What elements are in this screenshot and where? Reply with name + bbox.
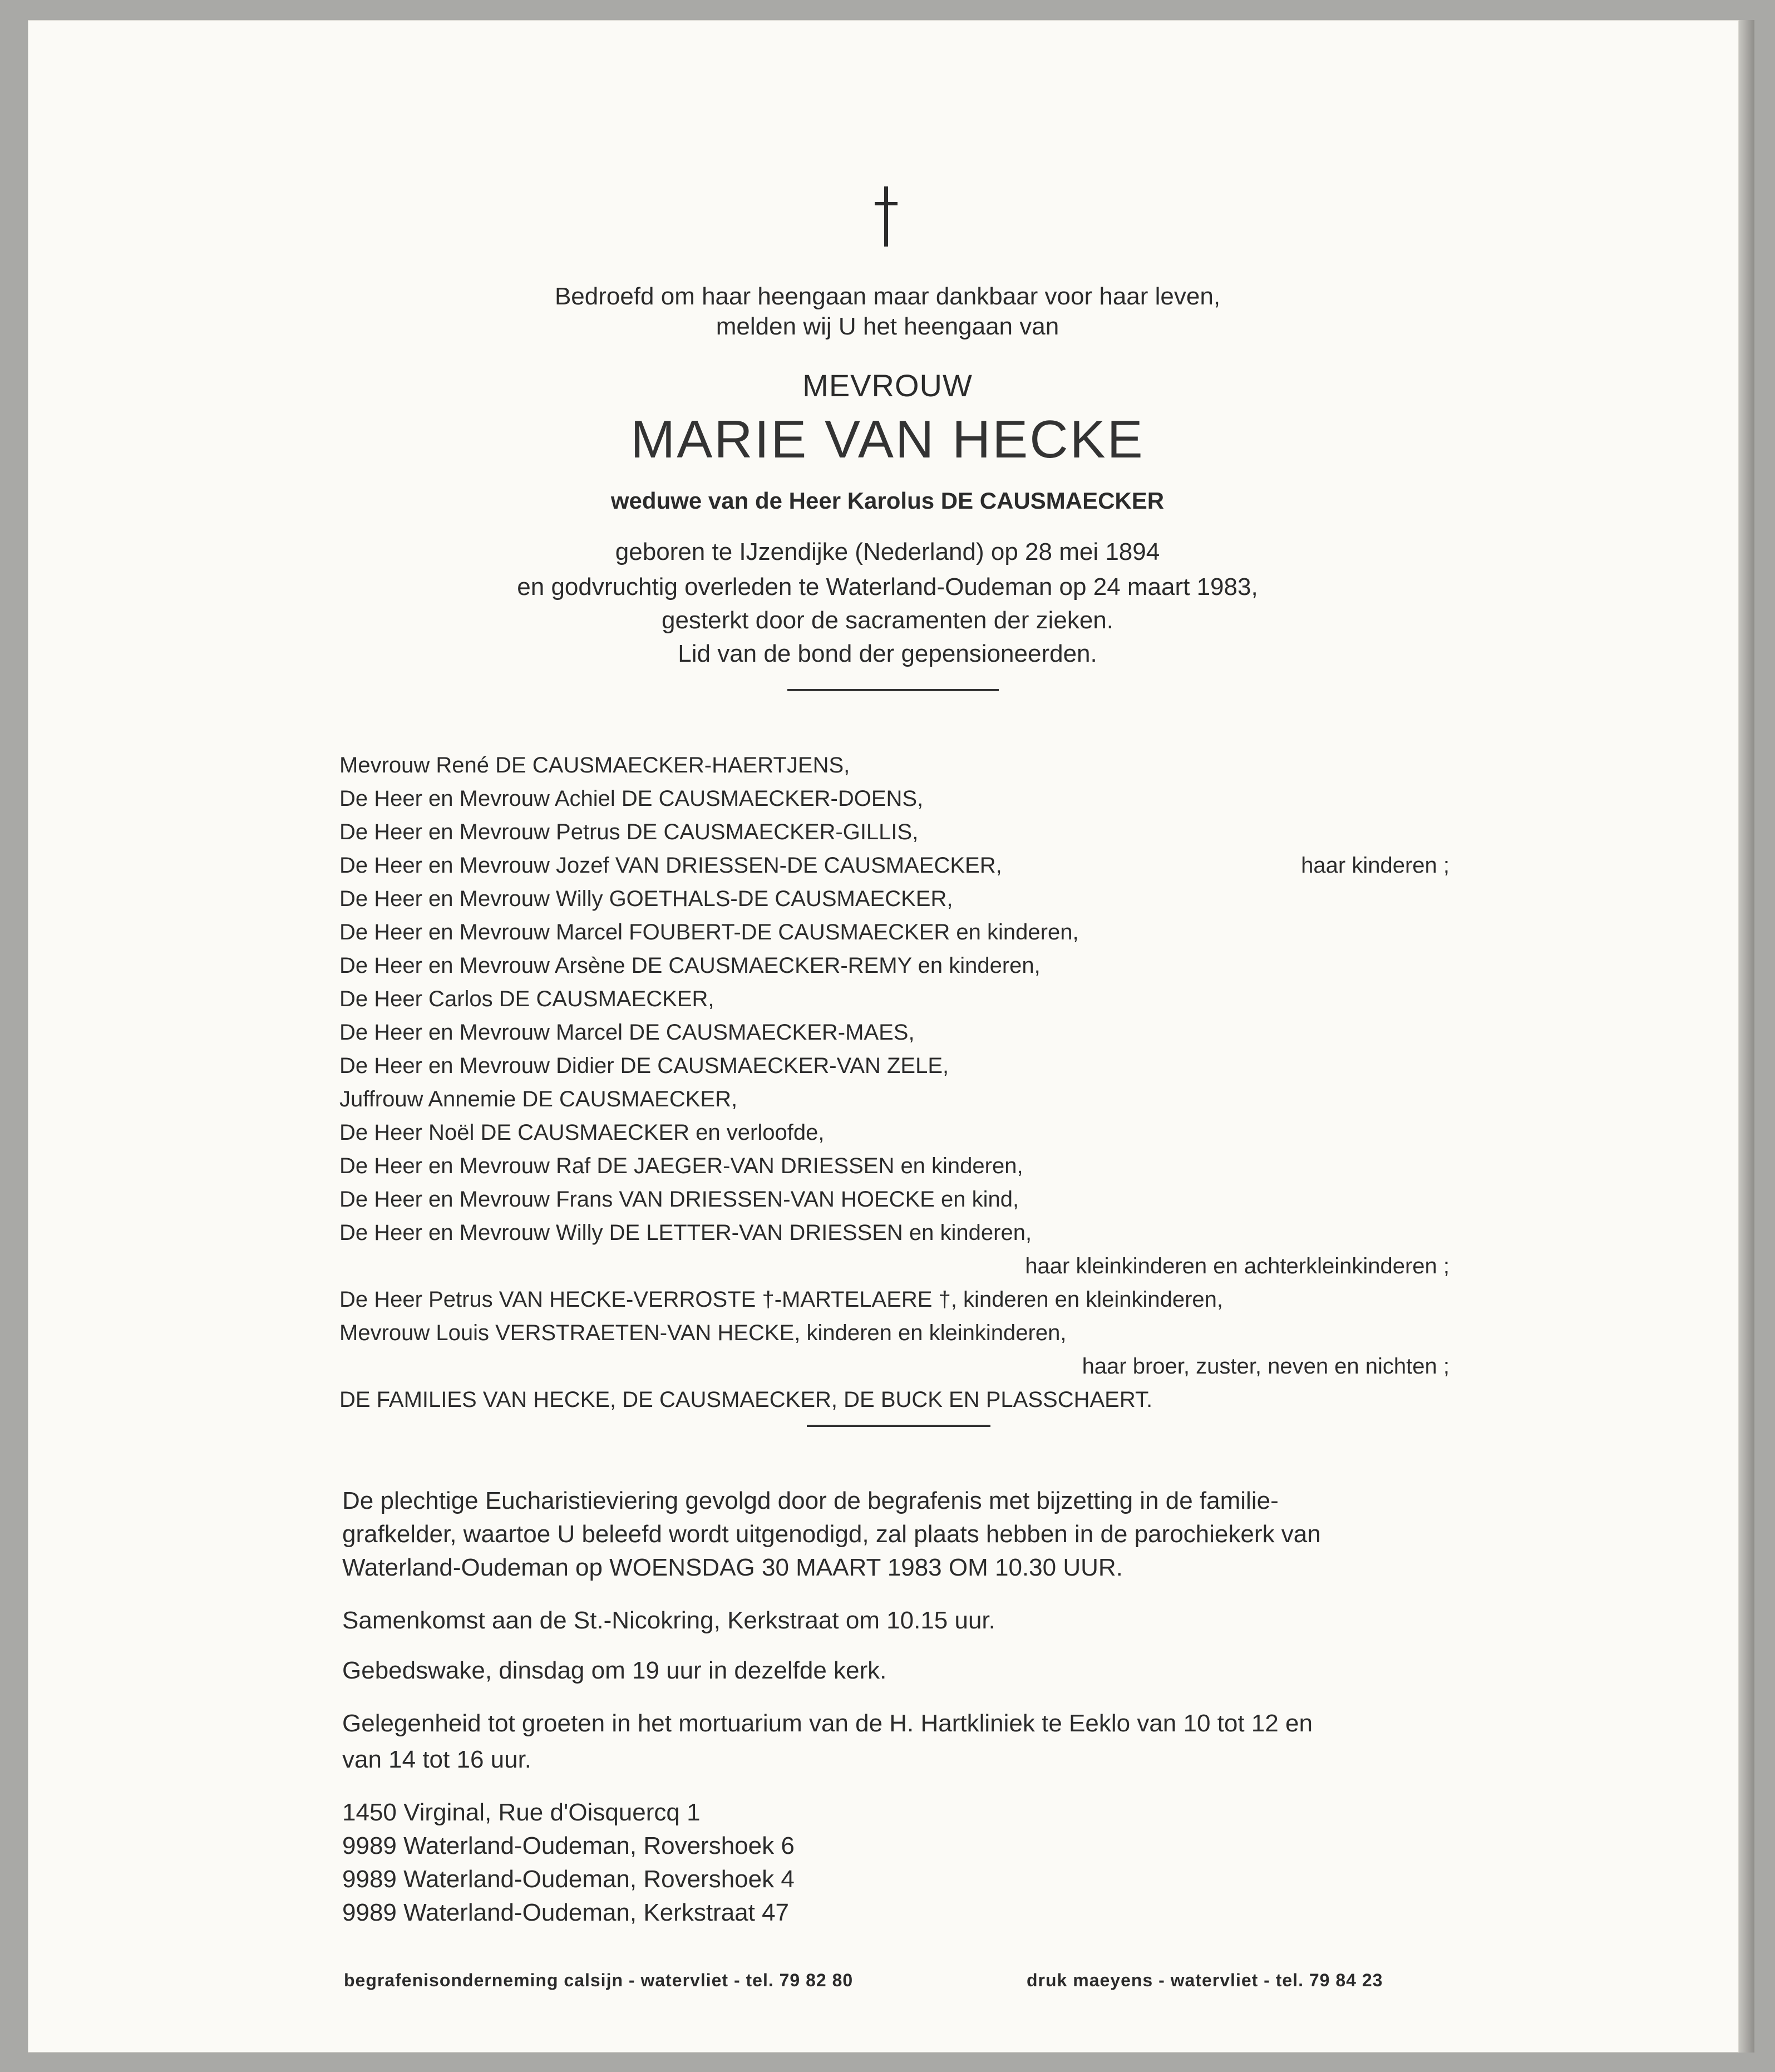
address-line: 9989 Waterland-Oudeman, Kerkstraat 47	[342, 1899, 790, 1926]
group-label: haar broer, zuster, neven en nichten ;	[1082, 1354, 1449, 1379]
divider	[787, 689, 999, 691]
address-line: 1450 Virginal, Rue d'Oisquercq 1	[342, 1799, 701, 1826]
divider	[807, 1425, 990, 1427]
group-label: haar kleinkinderen en achterkleinkinderen ;	[1025, 1254, 1449, 1278]
widow-of: weduwe van de Heer Karolus DE CAUSMAECKER	[610, 488, 1165, 514]
address-line: 9989 Waterland-Oudeman, Rovershoek 6	[342, 1832, 795, 1859]
family-line: De Heer en Mevrouw Arsène DE CAUSMAECKER-REMY en kinderen,	[339, 953, 1041, 978]
visitation-line: Gelegenheid tot groeten in het mortuarium van de H. Hartkliniek te Eeklo van 10 tot 12 en	[342, 1710, 1313, 1737]
intro-line-2: melden wij U het heengaan van	[716, 313, 1059, 340]
visitation-line: van 14 tot 16 uur.	[342, 1746, 532, 1773]
printer-credit: druk maeyens - watervliet - tel. 79 84 23	[1027, 1970, 1383, 1990]
family-line: De Heer en Mevrouw Jozef VAN DRIESSEN-DE CAUSMAECKER,	[339, 853, 1002, 878]
family-line: Juffrouw Annemie DE CAUSMAECKER,	[339, 1087, 738, 1111]
family-line: Mevrouw René DE CAUSMAECKER-HAERTJENS,	[339, 753, 850, 777]
address-line: 9989 Waterland-Oudeman, Rovershoek 4	[342, 1866, 795, 1893]
family-line: De Heer en Mevrouw Willy GOETHALS-DE CAUSMAECKER,	[339, 887, 953, 911]
family-line: De Heer en Mevrouw Marcel FOUBERT-DE CAUSMAECKER en kinderen,	[339, 920, 1079, 944]
cross-icon	[869, 186, 903, 248]
family-line: De Heer en Mevrouw Frans VAN DRIESSEN-VAN HOECKE en kind,	[339, 1187, 1019, 1212]
bio-line: en godvruchtig overleden te Waterland-Oudeman op 24 maart 1983,	[517, 573, 1258, 601]
family-line: De Heer en Mevrouw Petrus DE CAUSMAECKER-GILLIS,	[339, 820, 919, 844]
family-line: De Heer Petrus VAN HECKE-VERROSTE †-MARTELAERE †, kinderen en kleinkinderen,	[339, 1287, 1224, 1312]
vigil-line: Gebedswake, dinsdag om 19 uur in dezelfde kerk.	[342, 1657, 887, 1684]
undertaker-credit: begrafenisonderneming calsijn - watervliet - tel. 79 82 80	[344, 1970, 854, 1990]
honorific: MEVROUW	[802, 368, 973, 403]
gathering-line: Samenkomst aan de St.-Nicokring, Kerkstraat om 10.15 uur.	[342, 1607, 995, 1634]
family-line: De Heer Noël DE CAUSMAECKER en verloofde,	[339, 1120, 825, 1145]
family-line: De Heer Carlos DE CAUSMAECKER,	[339, 987, 714, 1011]
intro-line-1: Bedroefd om haar heengaan maar dankbaar voor haar leven,	[554, 283, 1221, 310]
family-line: De Heer en Mevrouw Marcel DE CAUSMAECKER-MAES,	[339, 1020, 915, 1045]
deceased-name: MARIE VAN HECKE	[630, 410, 1145, 469]
ceremony-line: grafkelder, waartoe U beleefd wordt uitgenodigd, zal plaats hebben in de parochiekerk van	[342, 1520, 1321, 1548]
bio-line: Lid van de bond der gepensioneerden.	[678, 640, 1097, 667]
family-line: De Heer en Mevrouw Achiel DE CAUSMAECKER-DOENS,	[339, 786, 924, 811]
family-line: De Heer en Mevrouw Raf DE JAEGER-VAN DRIESSEN en kinderen,	[339, 1154, 1023, 1178]
family-line: De Heer en Mevrouw Didier DE CAUSMAECKER-VAN ZELE,	[339, 1054, 949, 1078]
bio-line: gesterkt door de sacramenten der zieken.	[661, 607, 1113, 634]
family-line: DE FAMILIES VAN HECKE, DE CAUSMAECKER, DE BUCK EN PLASSCHAERT.	[339, 1387, 1153, 1412]
family-line: Mevrouw Louis VERSTRAETEN-VAN HECKE, kinderen en kleinkinderen,	[339, 1321, 1067, 1345]
ceremony-line: Waterland-Oudeman op WOENSDAG 30 MAART 1983 OM 10.30 UUR.	[342, 1554, 1123, 1581]
group-label: haar kinderen ;	[1301, 853, 1449, 878]
family-line: De Heer en Mevrouw Willy DE LETTER-VAN DRIESSEN en kinderen,	[339, 1220, 1032, 1245]
ceremony-line: De plechtige Eucharistieviering gevolgd door de begrafenis met bijzetting in de familie-	[342, 1487, 1279, 1514]
bio-line: geboren te IJzendijke (Nederland) op 28 mei 1894	[615, 538, 1160, 565]
